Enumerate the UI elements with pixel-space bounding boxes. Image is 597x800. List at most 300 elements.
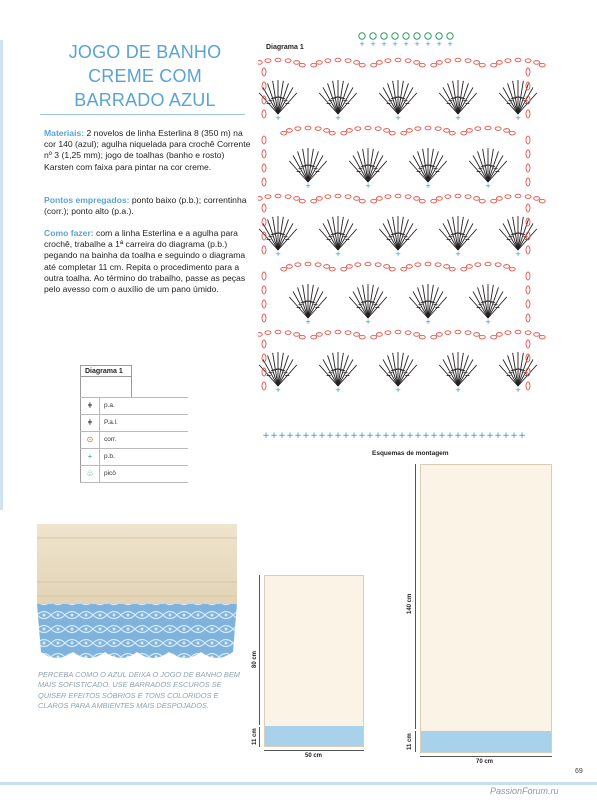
chain-mark bbox=[324, 129, 330, 133]
chain-mark bbox=[395, 194, 401, 198]
chain-mark bbox=[414, 333, 420, 337]
chain-mark bbox=[474, 333, 480, 337]
large-towel-band-label: 11 cm bbox=[407, 733, 413, 750]
chain-mark bbox=[534, 333, 540, 337]
chain-mark bbox=[414, 61, 420, 65]
edge-chain-mark bbox=[526, 300, 530, 308]
chain-mark bbox=[491, 335, 497, 339]
legend-bottom-border bbox=[80, 482, 188, 483]
base-stitch: + bbox=[278, 431, 286, 441]
instructions-paragraph bbox=[44, 228, 256, 295]
chain-mark bbox=[355, 263, 361, 267]
chain-mark bbox=[305, 126, 311, 130]
base-stitch: + bbox=[422, 431, 430, 441]
edge-chain-mark bbox=[262, 164, 266, 172]
base-stitch: + bbox=[486, 431, 494, 441]
instructions-text: com a linha Esterlina e a agulha para crochê, trabalhe a 1ª carreira do diagrama (p.b.) pegando na bainha da toalha e seguindo o diagrama até completar 11 cm. Repita o procedimento para a outra toalha. Ao término do trabalho, passe as peças pelo avesso com o auxílio de um pano úmido. bbox=[44, 228, 246, 295]
chain-mark bbox=[401, 131, 407, 135]
fan-base-stitch: + bbox=[425, 182, 431, 190]
chain-mark bbox=[329, 267, 335, 271]
chain-mark bbox=[395, 58, 401, 62]
base-stitch: + bbox=[510, 431, 518, 441]
single-crochet-plus-symbol: + bbox=[80, 449, 100, 465]
base-stitch: + bbox=[286, 431, 294, 441]
legend-label: corr. bbox=[104, 436, 117, 443]
edge-chain-mark bbox=[526, 110, 530, 118]
chain-mark bbox=[281, 267, 287, 271]
fan-base-stitch: + bbox=[455, 386, 461, 394]
chain-mark bbox=[414, 197, 420, 201]
edge-chain-mark bbox=[262, 178, 266, 186]
edge-chain-mark bbox=[262, 286, 266, 294]
edge-chain-mark bbox=[262, 382, 266, 390]
large-towel-width-label: 70 cm bbox=[476, 759, 494, 765]
chain-mark bbox=[311, 63, 317, 67]
chain-mark bbox=[445, 195, 451, 199]
chain-mark bbox=[504, 129, 510, 133]
chain-mark bbox=[325, 59, 331, 63]
chain-mark bbox=[444, 265, 450, 269]
chain-mark bbox=[281, 131, 287, 135]
chain-mark bbox=[435, 127, 441, 131]
top-base-stitch: + bbox=[392, 40, 398, 48]
chain-mark bbox=[384, 129, 390, 133]
edge-chain-mark bbox=[262, 150, 266, 158]
chain-mark bbox=[461, 131, 467, 135]
edge-chain-mark bbox=[526, 204, 530, 212]
edge-chain-mark bbox=[526, 136, 530, 144]
chain-mark bbox=[376, 197, 382, 201]
edge-chain-mark bbox=[262, 272, 266, 280]
chain-mark bbox=[461, 267, 467, 271]
legend-title: Diagrama 1 bbox=[80, 365, 132, 377]
base-stitch: + bbox=[302, 431, 310, 441]
chain-mark bbox=[436, 333, 442, 337]
edge-chain-mark bbox=[526, 382, 530, 390]
chain-mark bbox=[491, 63, 497, 67]
chain-mark bbox=[341, 267, 347, 271]
chain-mark bbox=[265, 59, 271, 63]
chain-mark bbox=[371, 199, 377, 203]
picot-mark bbox=[403, 33, 409, 39]
chain-mark bbox=[466, 265, 472, 269]
legend-row bbox=[80, 397, 188, 414]
legend-row bbox=[80, 465, 188, 482]
chain-mark bbox=[415, 127, 421, 131]
base-stitch: + bbox=[382, 431, 390, 441]
chain-mark bbox=[265, 195, 271, 199]
chain-mark bbox=[479, 335, 485, 339]
stitches-text: ponto baixo (p.b.); correntinha (corr.); ponto alto (p.a.). bbox=[44, 195, 247, 217]
chain-mark bbox=[286, 265, 292, 269]
top-base-stitch: + bbox=[370, 40, 376, 48]
edge-chain-mark bbox=[262, 340, 266, 348]
base-stitch: + bbox=[430, 431, 438, 441]
legend-label: picô bbox=[104, 470, 116, 477]
chain-mark bbox=[465, 59, 471, 63]
edge-chain-mark bbox=[526, 314, 530, 322]
edge-chain-mark bbox=[262, 110, 266, 118]
chain-mark bbox=[359, 335, 365, 339]
chain-mark bbox=[275, 58, 281, 62]
materials-label: Materiais: bbox=[44, 128, 85, 138]
base-stitch: + bbox=[358, 431, 366, 441]
assembly-label: Esquemas de montagem bbox=[372, 450, 449, 457]
fan-base-stitch: + bbox=[275, 250, 281, 258]
chain-mark bbox=[375, 127, 381, 131]
chain-mark bbox=[395, 330, 401, 334]
small-towel-width-line bbox=[264, 750, 364, 751]
edge-chain-mark bbox=[262, 68, 266, 76]
legend-row bbox=[80, 448, 188, 465]
materials-text: 2 novelos de linha Esterlina 8 (350 m) na cor 140 (azul); agulha niquelada para crochê Corrente nº 3 (1,25 mm); jogo de toalhas (banho e rosto) Karsten com faixa para pintar na cor creme. bbox=[44, 128, 251, 172]
chain-mark bbox=[258, 333, 262, 337]
fan-base-stitch: + bbox=[515, 114, 521, 122]
chain-mark bbox=[384, 265, 390, 269]
edge-chain-mark bbox=[526, 150, 530, 158]
top-base-stitch: + bbox=[436, 40, 442, 48]
chain-mark bbox=[346, 265, 352, 269]
edge-chain-mark bbox=[262, 300, 266, 308]
watermark: PassionForum.ru bbox=[490, 786, 559, 796]
chain-mark bbox=[425, 126, 431, 130]
chain-mark bbox=[294, 61, 300, 65]
chain-mark bbox=[405, 331, 411, 335]
chain-mark bbox=[534, 61, 540, 65]
footer-rule bbox=[0, 782, 597, 785]
chain-mark bbox=[444, 129, 450, 133]
materials-paragraph bbox=[44, 128, 256, 173]
title-line-1: JOGO DE BANHO bbox=[68, 42, 222, 62]
picot-mark bbox=[447, 33, 453, 39]
fan-base-stitch: + bbox=[455, 114, 461, 122]
edge-chain-mark bbox=[526, 286, 530, 294]
chain-mark bbox=[345, 59, 351, 63]
base-stitch: + bbox=[350, 431, 358, 441]
chain-mark bbox=[449, 267, 455, 271]
chain-mark bbox=[515, 330, 521, 334]
chain-mark bbox=[335, 58, 341, 62]
chain-mark bbox=[315, 263, 321, 267]
chain-mark bbox=[431, 335, 437, 339]
edge-chain-mark bbox=[262, 246, 266, 254]
chain-mark bbox=[406, 265, 412, 269]
legend-header-space bbox=[80, 377, 132, 397]
chain-mark bbox=[509, 131, 515, 135]
picot-mark bbox=[370, 33, 376, 39]
base-stitch: + bbox=[366, 431, 374, 441]
photo-caption: PERCEBA COMO O AZUL DEIXA O JOGO DE BANHO BEM MAIS SOFISTICADO. USE BARRADOS ESCUROS SE QUISER EFEITOS SÓBRIOS E TONS COLORIDOS E CLAROS PARA AMBIENTES MAIS DESPOJADOS. bbox=[38, 670, 240, 711]
page-title bbox=[40, 40, 250, 112]
edge-chain-mark bbox=[526, 178, 530, 186]
base-stitch: + bbox=[390, 431, 398, 441]
chain-mark bbox=[341, 131, 347, 135]
towel-photo bbox=[37, 524, 237, 664]
chain-mark bbox=[445, 331, 451, 335]
picot-mark bbox=[436, 33, 442, 39]
chain-mark bbox=[455, 330, 461, 334]
chain-mark bbox=[539, 63, 545, 67]
chain-mark bbox=[335, 330, 341, 334]
title-line-2: CREME COM bbox=[88, 66, 202, 86]
edge-chain-mark bbox=[526, 340, 530, 348]
base-stitch: + bbox=[438, 431, 446, 441]
chain-mark bbox=[466, 129, 472, 133]
chain-mark bbox=[299, 335, 305, 339]
chain-mark bbox=[359, 63, 365, 67]
base-stitch: + bbox=[334, 431, 342, 441]
chain-mark bbox=[525, 59, 531, 63]
chain-mark bbox=[419, 335, 425, 339]
base-stitch: + bbox=[470, 431, 478, 441]
chain-mark bbox=[295, 263, 301, 267]
diagram-label: Diagrama 1 bbox=[266, 44, 304, 51]
fan-base-stitch: + bbox=[485, 318, 491, 326]
fan-base-stitch: + bbox=[515, 250, 521, 258]
title-underline bbox=[40, 114, 245, 115]
chain-mark bbox=[419, 63, 425, 67]
chain-mark bbox=[325, 195, 331, 199]
large-towel-band bbox=[421, 731, 551, 752]
chain-mark bbox=[401, 267, 407, 271]
edge-chain-mark bbox=[526, 272, 530, 280]
fan-base-stitch: + bbox=[515, 386, 521, 394]
chain-mark bbox=[515, 58, 521, 62]
base-stitch: + bbox=[462, 431, 470, 441]
chain-mark bbox=[371, 335, 377, 339]
chain-mark bbox=[474, 197, 480, 201]
chain-mark bbox=[385, 331, 391, 335]
fan-base-stitch: + bbox=[395, 386, 401, 394]
base-stitch: + bbox=[326, 431, 334, 441]
base-stitch: + bbox=[454, 431, 462, 441]
base-stitch: + bbox=[270, 431, 278, 441]
fan-base-stitch: + bbox=[395, 114, 401, 122]
legend-label: p.a. bbox=[104, 402, 115, 409]
small-towel-height-line bbox=[259, 575, 260, 725]
chain-mark bbox=[496, 197, 502, 201]
fan-base-stitch: + bbox=[365, 318, 371, 326]
picot-mark bbox=[381, 33, 387, 39]
chain-mark bbox=[316, 333, 322, 337]
chain-mark bbox=[375, 263, 381, 267]
edge-chain-mark bbox=[526, 68, 530, 76]
crochet-diagram bbox=[258, 30, 558, 445]
base-stitch: + bbox=[494, 431, 502, 441]
chain-mark bbox=[285, 59, 291, 63]
fan-base-stitch: + bbox=[455, 250, 461, 258]
chain-mark bbox=[425, 262, 431, 266]
base-stitch: + bbox=[310, 431, 318, 441]
fan-base-stitch: + bbox=[425, 318, 431, 326]
chain-mark bbox=[305, 262, 311, 266]
base-stitch: + bbox=[518, 431, 526, 441]
fan-base-stitch: + bbox=[275, 114, 281, 122]
base-stitch: + bbox=[446, 431, 454, 441]
base-stitch: + bbox=[374, 431, 382, 441]
chain-mark bbox=[354, 197, 360, 201]
chain-mark bbox=[505, 195, 511, 199]
top-base-stitch: + bbox=[414, 40, 420, 48]
chain-mark bbox=[479, 63, 485, 67]
chain-mark bbox=[285, 331, 291, 335]
chain-mark bbox=[258, 197, 262, 201]
stitches-paragraph bbox=[44, 195, 256, 217]
chain-mark bbox=[294, 333, 300, 337]
chain-mark bbox=[504, 265, 510, 269]
chain-mark bbox=[525, 195, 531, 199]
chain-mark bbox=[485, 262, 491, 266]
chain-mark bbox=[389, 267, 395, 271]
chain-mark bbox=[431, 199, 437, 203]
chain-mark bbox=[465, 331, 471, 335]
chain-mark bbox=[345, 195, 351, 199]
chain-mark bbox=[335, 194, 341, 198]
legend-label: p.b. bbox=[104, 453, 115, 460]
chain-mark bbox=[376, 61, 382, 65]
top-base-stitch: + bbox=[359, 40, 365, 48]
chain-mark bbox=[534, 197, 540, 201]
chain-mark bbox=[258, 61, 262, 65]
chain-mark bbox=[275, 330, 281, 334]
chain-mark bbox=[431, 63, 437, 67]
large-towel-height-line bbox=[415, 464, 416, 729]
top-base-stitch: + bbox=[447, 40, 453, 48]
title-line-3: BARRADO AZUL bbox=[74, 90, 216, 110]
chain-mark bbox=[449, 131, 455, 135]
double-crochet-symbol: ǂ bbox=[80, 398, 100, 414]
picot-mark bbox=[425, 33, 431, 39]
chain-mark bbox=[436, 197, 442, 201]
chain-mark bbox=[406, 129, 412, 133]
chain-mark bbox=[316, 197, 322, 201]
chain-mark bbox=[359, 199, 365, 203]
chain-oval-symbol: ⊙ bbox=[80, 432, 100, 448]
chain-mark bbox=[435, 263, 441, 267]
base-stitch: + bbox=[342, 431, 350, 441]
chain-mark bbox=[345, 331, 351, 335]
small-towel-height-label: 80 cm bbox=[252, 650, 258, 668]
base-stitch: + bbox=[414, 431, 422, 441]
chain-mark bbox=[365, 262, 371, 266]
fan-base-stitch: + bbox=[275, 386, 281, 394]
chain-mark bbox=[455, 194, 461, 198]
chain-mark bbox=[299, 63, 305, 67]
chain-mark bbox=[285, 195, 291, 199]
chain-mark bbox=[419, 199, 425, 203]
chain-mark bbox=[295, 127, 301, 131]
chain-mark bbox=[389, 131, 395, 135]
small-towel-band-label: 11 cm bbox=[252, 728, 258, 745]
small-towel-band bbox=[265, 726, 363, 746]
legend-row bbox=[80, 414, 188, 431]
chain-mark bbox=[495, 127, 501, 131]
legend-label: P.a.l. bbox=[104, 419, 118, 426]
base-stitch: + bbox=[262, 431, 270, 441]
base-stitch: + bbox=[502, 431, 510, 441]
chain-mark bbox=[495, 263, 501, 267]
chain-mark bbox=[491, 199, 497, 203]
chain-mark bbox=[275, 194, 281, 198]
chain-mark bbox=[436, 61, 442, 65]
picot-mark bbox=[392, 33, 398, 39]
picot-mark bbox=[414, 33, 420, 39]
fan-base-stitch: + bbox=[335, 114, 341, 122]
chain-mark bbox=[385, 59, 391, 63]
base-stitch: + bbox=[398, 431, 406, 441]
treble-crochet-symbol: ǂ bbox=[80, 415, 100, 431]
chain-mark bbox=[286, 129, 292, 133]
large-towel-height-label: 140 cm bbox=[407, 593, 413, 614]
top-base-stitch: + bbox=[403, 40, 409, 48]
fan-base-stitch: + bbox=[365, 182, 371, 190]
edge-chain-mark bbox=[262, 204, 266, 212]
chain-mark bbox=[509, 267, 515, 271]
edge-chain-mark bbox=[262, 136, 266, 144]
fan-base-stitch: + bbox=[305, 182, 311, 190]
chain-mark bbox=[405, 195, 411, 199]
left-accent-bar bbox=[0, 40, 3, 510]
edge-chain-mark bbox=[526, 246, 530, 254]
chain-mark bbox=[354, 333, 360, 337]
chain-mark bbox=[376, 333, 382, 337]
chain-mark bbox=[355, 127, 361, 131]
chain-mark bbox=[415, 263, 421, 267]
chain-mark bbox=[311, 199, 317, 203]
chain-mark bbox=[465, 195, 471, 199]
chain-mark bbox=[354, 61, 360, 65]
top-base-stitch: + bbox=[381, 40, 387, 48]
small-towel-schematic bbox=[264, 575, 364, 747]
fan-base-stitch: + bbox=[335, 250, 341, 258]
chain-mark bbox=[445, 59, 451, 63]
edge-chain-mark bbox=[526, 164, 530, 172]
picot-symbol: ♧ bbox=[80, 466, 100, 482]
chain-mark bbox=[324, 265, 330, 269]
base-stitch: + bbox=[478, 431, 486, 441]
chain-mark bbox=[325, 331, 331, 335]
edge-chain-mark bbox=[262, 314, 266, 322]
chain-mark bbox=[474, 61, 480, 65]
chain-mark bbox=[455, 58, 461, 62]
chain-mark bbox=[329, 131, 335, 135]
base-stitch: + bbox=[318, 431, 326, 441]
base-stitch: + bbox=[406, 431, 414, 441]
chain-mark bbox=[496, 61, 502, 65]
chain-mark bbox=[385, 195, 391, 199]
chain-mark bbox=[525, 331, 531, 335]
chain-mark bbox=[316, 61, 322, 65]
chain-mark bbox=[539, 199, 545, 203]
chain-mark bbox=[315, 127, 321, 131]
chain-mark bbox=[485, 126, 491, 130]
fan-base-stitch: + bbox=[395, 250, 401, 258]
fan-base-stitch: + bbox=[305, 318, 311, 326]
chain-mark bbox=[299, 199, 305, 203]
chain-mark bbox=[346, 129, 352, 133]
chain-mark bbox=[505, 331, 511, 335]
fan-base-stitch: + bbox=[335, 386, 341, 394]
page-number: 69 bbox=[575, 768, 583, 775]
large-towel-band-line bbox=[415, 731, 416, 752]
chain-mark bbox=[505, 59, 511, 63]
chain-mark bbox=[496, 333, 502, 337]
chain-mark bbox=[475, 263, 481, 267]
chain-mark bbox=[475, 127, 481, 131]
chain-mark bbox=[479, 199, 485, 203]
chain-mark bbox=[311, 335, 317, 339]
fan-base-stitch: + bbox=[485, 182, 491, 190]
